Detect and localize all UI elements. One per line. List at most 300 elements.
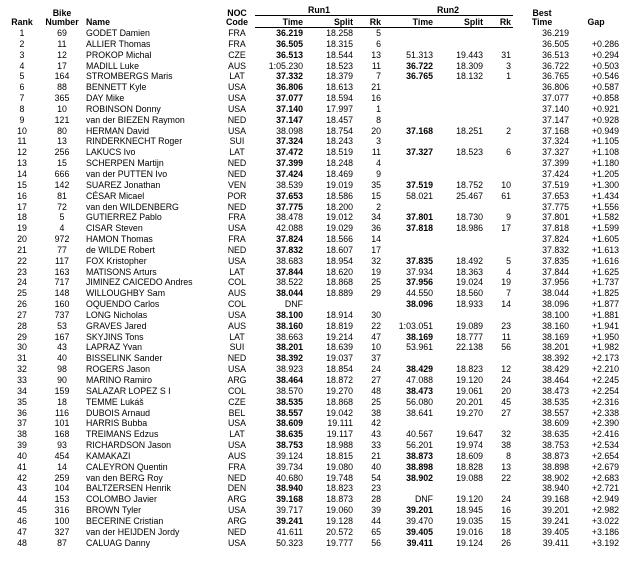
run1-split-cell: 18.519 (326, 147, 353, 158)
run2-time-cell: 36.765 (406, 71, 434, 82)
run1-time-cell: 39.241 (276, 515, 303, 526)
run1-rank-cell: 13 (371, 49, 382, 60)
rank-cell: 17 (17, 201, 27, 212)
run2-split-cell: 18.945 (456, 505, 484, 516)
table-row (4, 299, 621, 310)
table-row (4, 483, 621, 494)
run1-time-cell: 38.201 (276, 342, 303, 353)
run2-time-cell (383, 202, 435, 213)
run2-split-cell (435, 136, 485, 147)
rider-name-cell: RINDERKNECHT Roger (86, 136, 183, 147)
run2-time-cell: 37.327 (406, 147, 434, 158)
rider-name-cell: STROMBERGS Maris (86, 71, 173, 82)
run2-rank-cell: 38 (501, 440, 512, 451)
best-time-cell: 37.327 (542, 147, 570, 158)
gap-cell: +0.546 (591, 71, 620, 82)
noc-code-cell: POR (227, 190, 247, 201)
run1-split-cell: 19.117 (326, 429, 353, 440)
run1-rank-cell: 43 (371, 429, 382, 440)
run1-split-cell: 19.214 (326, 331, 353, 342)
run2-rank-cell (485, 115, 513, 126)
bike-number-cell: 77 (57, 244, 67, 255)
gap-cell: +1.205 (591, 168, 620, 179)
gap-cell: +2.679 (591, 461, 620, 472)
noc-header-line2: Code (226, 17, 248, 27)
best-time-cell: 37.956 (542, 277, 570, 288)
table-row (4, 256, 621, 267)
rider-name-cell: CALEYRON Quentin (86, 461, 168, 472)
noc-code-cell: AUS (227, 450, 247, 461)
run1-time-cell: 37.332 (276, 71, 303, 82)
run2-split-cell (435, 158, 485, 169)
run2-rank-cell: 23 (501, 320, 512, 331)
gap-cell: +2.254 (591, 385, 620, 396)
gap-cell: +0.587 (591, 82, 620, 93)
rank-cell: 23 (17, 266, 27, 277)
col-header-bike-number (40, 4, 84, 28)
run2-rank-cell: 3 (506, 60, 512, 71)
best-time-cell: 37.844 (542, 266, 570, 277)
best-time-cell: 39.241 (542, 515, 570, 526)
run2-rank-cell (485, 82, 513, 93)
run2-rank-cell: 5 (506, 255, 512, 266)
noc-code-cell: NED (227, 114, 247, 125)
rider-name-cell: KAMAKAZI (86, 450, 131, 461)
best-time-cell: 37.835 (542, 255, 570, 266)
bike-number-cell: 256 (54, 147, 70, 158)
run2-time-cell: 39.201 (406, 505, 434, 516)
run2-split-cell: 18.828 (456, 461, 484, 472)
run1-split-cell (305, 299, 355, 310)
run1-split-cell: 18.815 (326, 450, 353, 461)
run1-time-cell: 39.168 (276, 494, 303, 505)
run2-time-cell (383, 353, 435, 364)
run2-split-cell: 19.016 (456, 526, 484, 537)
best-time-cell: 37.324 (542, 136, 570, 147)
run1-time-cell: 40.680 (276, 472, 303, 483)
gap-cell: +2.721 (591, 483, 620, 494)
run2-split-cell: 19.443 (456, 49, 484, 60)
run1-rank-cell: 44 (371, 515, 382, 526)
rank-cell: 3 (19, 49, 25, 60)
best-time-cell: 38.100 (542, 309, 570, 320)
noc-code-cell: LAT (229, 147, 245, 158)
run2-split-cell: 18.823 (456, 364, 484, 375)
run2-split-cell: 18.363 (456, 266, 484, 277)
gap-cell: +1.616 (591, 255, 620, 266)
rider-name-cell: GUTIERREZ Pablo (86, 212, 162, 223)
run2-split-cell (435, 483, 485, 494)
bike-number-cell: 17 (57, 60, 67, 71)
run2-rank-cell: 45 (501, 396, 512, 407)
run2-split-cell (435, 104, 485, 115)
rider-name-cell: CISAR Steven (86, 223, 143, 234)
rank-cell: 29 (17, 331, 27, 342)
run1-rank-cell: 21 (371, 82, 382, 93)
run2-split-cell: 19.974 (456, 440, 484, 451)
rider-name-cell: BECERINE Cristian (86, 515, 164, 526)
run2-split-cell: 19.088 (456, 472, 484, 483)
run1-rank-cell: 17 (371, 244, 382, 255)
noc-code-cell: LAT (229, 71, 245, 82)
run2-time-cell: DNF (414, 494, 434, 505)
col-header-best-time (513, 4, 571, 28)
rank-cell: 27 (17, 309, 27, 320)
bike-number-cell: 10 (57, 103, 67, 114)
table-row (4, 126, 621, 137)
run2-rank-cell: 11 (501, 331, 512, 342)
rank-cell: 47 (17, 526, 27, 537)
run1-rank-cell: 14 (371, 234, 382, 245)
rank-cell: 43 (17, 483, 27, 494)
noc-code-cell: USA (227, 364, 247, 375)
bike-number-cell: 148 (54, 288, 70, 299)
noc-code-cell: AUS (227, 288, 247, 299)
run2-split-cell: 18.933 (456, 299, 484, 310)
run1-split-cell: 18.258 (326, 28, 353, 38)
rank-cell: 19 (17, 223, 27, 234)
run2-split-cell: 18.309 (456, 60, 484, 71)
run2-rank-cell (485, 418, 513, 429)
rider-name-cell: SCHERPEN Martijn (86, 158, 164, 169)
gap-cell: +2.982 (591, 505, 620, 516)
run1-split-cell: 18.586 (326, 190, 353, 201)
run1-rank-cell: 40 (371, 461, 382, 472)
run1-rank-cell: 36 (371, 223, 382, 234)
run1-time-cell: 38.522 (276, 277, 303, 288)
run1-rank-cell: 10 (371, 342, 382, 353)
gap-cell: +2.316 (591, 396, 620, 407)
run1-split-cell: 18.823 (326, 483, 353, 494)
table-row (4, 375, 621, 386)
run2-time-cell (383, 169, 435, 180)
table-row (4, 364, 621, 375)
noc-code-cell: VEN (227, 179, 247, 190)
rider-name-cell: BROWN Tyler (86, 505, 142, 516)
best-time-cell: 36.765 (542, 71, 570, 82)
run1-split-cell: 18.523 (326, 60, 353, 71)
rank-cell: 20 (17, 234, 27, 245)
run1-rank-cell: 11 (371, 60, 382, 71)
noc-code-cell: USA (227, 82, 247, 93)
run1-time-cell: 38.478 (276, 212, 303, 223)
run2-time-cell: 53.961 (406, 342, 434, 353)
run1-split-cell: 18.868 (326, 277, 353, 288)
run1-time-cell: 37.824 (276, 234, 303, 245)
run2-rank-cell: 56 (501, 342, 512, 353)
rank-cell: 46 (17, 515, 27, 526)
table-row (4, 473, 621, 484)
run1-split-cell: 18.248 (326, 158, 353, 169)
bike-number-cell: 167 (54, 331, 70, 342)
run1-split-cell: 17.997 (326, 103, 353, 114)
results-table (4, 4, 621, 549)
run1-time-cell: 37.147 (276, 114, 303, 125)
table-row (4, 277, 621, 288)
run1-split-cell: 18.566 (326, 234, 353, 245)
run2-time-cell (383, 115, 435, 126)
run2-split-cell (435, 115, 485, 126)
run1-split-cell: 19.037 (326, 353, 353, 364)
best-time-cell: 38.557 (542, 407, 570, 418)
noc-code-cell: ARG (227, 494, 247, 505)
run1-split-cell: 18.868 (326, 396, 353, 407)
run1-rank-cell: 30 (371, 309, 382, 320)
run2-rank-cell (485, 353, 513, 364)
run2-time-cell: 37.934 (406, 266, 434, 277)
rank-cell: 30 (17, 342, 27, 353)
run1-time-cell: DNF (284, 299, 303, 310)
rank-cell: 31 (17, 353, 27, 364)
rider-name-cell: van der PUTTEN Ivo (86, 168, 168, 179)
run2-time-cell (383, 245, 435, 256)
run2-split-cell (435, 234, 485, 245)
gap-cell: +3.192 (591, 537, 620, 548)
rank-cell: 41 (17, 461, 27, 472)
run1-split-cell: 19.019 (326, 179, 353, 190)
rider-name-cell: MARINO Ramiro (86, 375, 152, 385)
run2-rank-cell: 2 (506, 125, 512, 136)
rider-name-cell: RICHARDSON Jason (86, 440, 172, 451)
best-time-cell: 36.505 (542, 38, 570, 49)
run1-split-cell: 18.889 (326, 288, 353, 299)
rank-cell: 13 (17, 158, 27, 169)
run1-rank-cell: 11 (371, 147, 382, 158)
run1-split-cell: 18.469 (326, 168, 353, 179)
noc-code-cell: NED (227, 201, 247, 212)
rider-name-cell: BISSELINK Sander (86, 353, 163, 364)
noc-code-cell: LAT (229, 266, 245, 277)
run2-header: Run2 (383, 4, 513, 16)
best-time-cell: 37.077 (542, 93, 570, 104)
bike-number-cell: 153 (54, 494, 70, 505)
run2-split-cell: 18.777 (456, 331, 484, 342)
run2-rank-cell (485, 39, 513, 50)
run2-split-cell (435, 93, 485, 104)
run1-rank-cell: 48 (371, 385, 382, 396)
run2-split-cell (435, 202, 485, 213)
run1-header: Run1 (255, 4, 383, 16)
run2-rank-cell: 1 (506, 71, 512, 82)
table-row (4, 494, 621, 505)
gap-cell: +1.950 (591, 331, 620, 342)
best-time-cell: 38.044 (542, 288, 570, 299)
bike-number-cell: 454 (54, 450, 70, 461)
run2-time-cell (383, 136, 435, 147)
best-time-cell: 37.824 (542, 234, 570, 245)
run1-time-cell: 39.717 (276, 505, 303, 516)
col-header-gap: Gap (587, 17, 605, 27)
run2-time-cell: 37.818 (406, 223, 434, 234)
bike-number-cell: 142 (54, 179, 70, 190)
noc-code-cell: NED (227, 244, 247, 255)
rank-cell: 4 (19, 60, 25, 71)
run1-rank-cell: 39 (371, 505, 382, 516)
table-row (4, 321, 621, 332)
rank-cell: 42 (17, 472, 27, 483)
col-header-name: Name (86, 17, 110, 27)
run2-split-cell: 18.986 (456, 223, 484, 234)
run2-split-cell: 19.035 (456, 515, 484, 526)
run1-rank-cell: 8 (376, 114, 382, 125)
run1-time-cell: 39.734 (276, 461, 303, 472)
rider-name-cell: MADILL Luke (86, 60, 139, 71)
bike-number-cell: 18 (57, 396, 67, 407)
table-row (4, 386, 621, 397)
bike-number-cell: 5 (59, 212, 65, 223)
table-row (4, 516, 621, 527)
best-time-cell: 38.429 (542, 364, 570, 375)
run2-split-cell (435, 310, 485, 321)
run2-time-cell: 39.411 (406, 537, 434, 548)
noc-code-cell: NED (227, 158, 247, 169)
run2-split-cell: 19.024 (456, 277, 484, 288)
table-row (4, 332, 621, 343)
run1-time-cell: 37.472 (276, 147, 303, 158)
rank-cell: 12 (17, 147, 27, 158)
run2-rank-cell: 7 (506, 288, 512, 299)
run1-time-cell: 37.140 (276, 103, 303, 114)
noc-code-cell: USA (227, 309, 247, 320)
table-row (4, 505, 621, 516)
rank-cell: 7 (19, 93, 25, 104)
rider-name-cell: LAKUCS Ivo (86, 147, 136, 158)
gap-cell: +0.928 (591, 114, 620, 125)
run2-split-cell (435, 169, 485, 180)
rider-name-cell: COLOMBO Javier (86, 494, 157, 505)
rider-name-cell: FOX Kristopher (86, 255, 147, 266)
run1-split-cell: 19.111 (327, 418, 353, 429)
bike-number-cell: 164 (54, 71, 70, 82)
run2-time-cell (383, 104, 435, 115)
rank-cell: 28 (17, 320, 27, 331)
table-row (4, 158, 621, 169)
best-time-cell: 36.513 (542, 49, 570, 60)
run2-split-cell (435, 28, 485, 39)
gap-cell: +3.022 (591, 515, 620, 526)
run1-time-cell: 37.424 (276, 168, 303, 179)
rank-cell: 1 (19, 27, 25, 38)
run1-split-cell: 18.754 (326, 125, 353, 136)
run2-time-cell: 51.313 (406, 49, 434, 60)
noc-code-cell: USA (227, 418, 247, 429)
bike-number-cell: 4 (59, 223, 65, 234)
best-time-cell: 36.219 (542, 27, 570, 38)
run1-time-cell: 36.513 (276, 49, 303, 60)
table-row (4, 191, 621, 202)
bike-number-cell: 53 (57, 320, 67, 331)
gap-cell: +2.416 (591, 429, 620, 440)
run2-time-cell (383, 158, 435, 169)
gap-cell: +1.582 (591, 212, 620, 223)
run1-time-cell: 37.653 (276, 190, 303, 201)
run2-time-cell: 36.722 (406, 60, 434, 71)
run2-rank-cell (485, 483, 513, 494)
table-row (4, 353, 621, 364)
run2-split-cell: 19.270 (456, 407, 484, 418)
best-header-line2: Time (531, 17, 553, 27)
run1-rank-cell: 4 (376, 158, 382, 169)
run2-time-cell: 38.429 (406, 364, 434, 375)
run1-rank-cell: 2 (376, 201, 382, 212)
noc-code-cell: AUS (227, 320, 247, 331)
bike-number-cell: 40 (57, 353, 67, 364)
table-header (4, 4, 621, 28)
run2-rank-cell: 24 (501, 494, 512, 505)
table-row (4, 429, 621, 440)
rank-cell: 38 (17, 429, 27, 440)
run1-rank-cell: 15 (371, 190, 382, 201)
bike-number-cell: 327 (54, 526, 70, 537)
rider-name-cell: ALLIER Thomas (86, 38, 151, 49)
rider-name-cell: HARRIS Bubba (86, 418, 148, 429)
gap-cell: +0.294 (591, 49, 620, 60)
table-row (4, 147, 621, 158)
run1-split-cell: 19.777 (326, 537, 353, 548)
run1-split-cell: 18.315 (326, 38, 353, 49)
run1-split-cell: 18.243 (326, 136, 353, 147)
rider-name-cell: HERMAN David (86, 125, 150, 136)
run1-time-cell: 38.557 (276, 407, 303, 418)
noc-code-cell: FRA (228, 212, 246, 223)
run1-time-cell: 36.505 (276, 38, 303, 49)
run1-rank-cell: 38 (371, 407, 382, 418)
run2-rank-cell: 31 (501, 49, 512, 60)
run2-split-cell: 19.120 (456, 375, 484, 385)
gap-cell: +1.180 (591, 158, 620, 169)
noc-code-cell: CZE (228, 396, 246, 407)
noc-code-cell: BEL (228, 407, 246, 418)
table-row (4, 61, 621, 72)
rider-name-cell: BENNETT Kyle (86, 82, 147, 93)
noc-code-cell: COL (227, 385, 247, 396)
run2-split-cell: 22.138 (456, 342, 484, 353)
rank-cell: 16 (17, 190, 27, 201)
run2-rank-cell (485, 234, 513, 245)
rider-name-cell: SKYJINS Tons (86, 331, 144, 342)
rank-cell: 22 (17, 255, 27, 266)
rider-name-cell: LONG Nicholas (86, 309, 148, 320)
run1-split-cell: 19.748 (326, 472, 353, 483)
table-row (4, 527, 621, 538)
best-time-cell: 38.753 (542, 440, 570, 451)
bike-number-cell: 13 (57, 136, 67, 147)
best-time-cell: 38.535 (542, 396, 570, 407)
bike-number-cell: 81 (57, 190, 67, 201)
run2-split-cell (435, 82, 485, 93)
run2-rank-cell: 15 (501, 515, 512, 526)
run2-time-cell (383, 82, 435, 93)
run2-rank-cell: 10 (501, 179, 512, 190)
rider-name-cell: CALUAG Danny (86, 537, 151, 548)
gap-cell: +1.434 (591, 190, 620, 201)
run2-split-cell: 20.201 (456, 396, 484, 407)
run1-time-cell: 36.219 (276, 28, 303, 38)
run1-rank-cell: 35 (371, 179, 382, 190)
gap-cell: +1.599 (591, 223, 620, 234)
best-time-cell: 38.902 (542, 472, 570, 483)
run2-time-cell: 38.096 (406, 299, 434, 310)
rank-cell: 33 (17, 375, 27, 385)
run2-rank-cell (485, 136, 513, 147)
table-row (4, 538, 621, 549)
gap-cell: +1.881 (591, 309, 620, 320)
rider-name-cell: SUAREZ Jonathan (86, 179, 161, 190)
noc-code-cell: USA (227, 125, 247, 136)
run2-rank-cell (485, 93, 513, 104)
best-time-cell: 38.635 (542, 429, 570, 440)
bike-number-cell: 316 (54, 505, 70, 516)
